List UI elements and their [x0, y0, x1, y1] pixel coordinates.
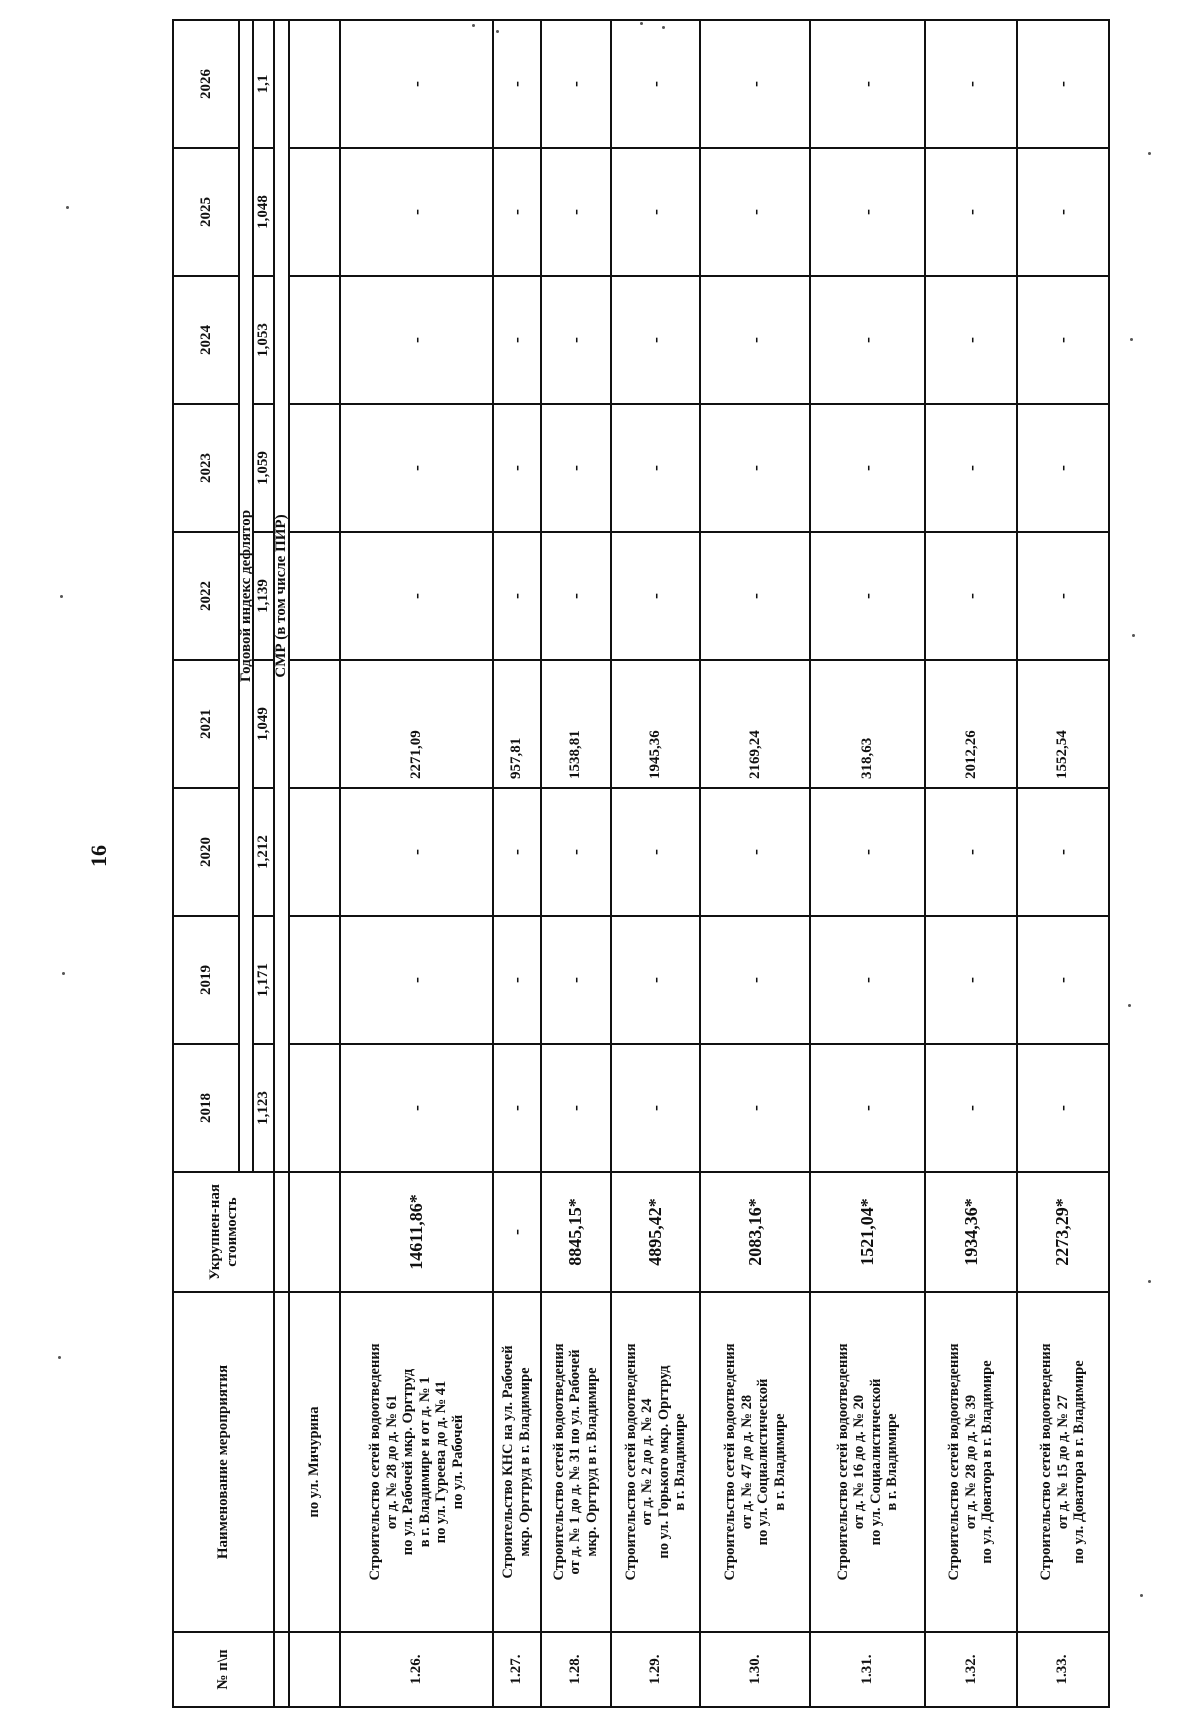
- row-year-value: -: [925, 916, 1017, 1044]
- row-year-value: 1552,54: [1017, 660, 1109, 788]
- row-year-value: -: [611, 20, 700, 148]
- header-year: 2026: [173, 20, 239, 148]
- row-year-value: -: [340, 1044, 493, 1172]
- row-year-value: -: [700, 148, 810, 276]
- continuation-row: [289, 20, 340, 1707]
- scan-speck: [62, 972, 65, 975]
- row-num: 1.31.: [810, 1632, 925, 1707]
- scan-speck: [58, 1356, 61, 1359]
- row-year-value: -: [810, 276, 925, 404]
- row-num: 1.26.: [340, 1632, 493, 1707]
- page-number: 16: [86, 845, 111, 867]
- row-year-value: -: [493, 148, 540, 276]
- blank-cell: [274, 1632, 289, 1707]
- scan-speck: [1130, 338, 1133, 341]
- row-year-value: 2012,26: [925, 660, 1017, 788]
- rotated-table-container: [172, 21, 1110, 1708]
- table-row: [541, 20, 611, 1707]
- row-year-value: -: [1017, 788, 1109, 916]
- smr-label: СМР (в том числе ПИР): [274, 20, 289, 1172]
- row-year-value: -: [810, 532, 925, 660]
- row-cost: [289, 1172, 340, 1292]
- row-year-value: -: [541, 532, 611, 660]
- row-year-value: 1538,81: [541, 660, 611, 788]
- row-year-value: -: [340, 404, 493, 532]
- row-name: Строительство сетей водоотведения от д. № 16 до д. № 20 по ул. Социалистической в г. Владимире: [810, 1292, 925, 1632]
- row-name: Строительство сетей водоотведения от д. № 28 до д. № 61 по ул. Рабочей мкр. Оргтруд в г. Владимире и от д. № 1 по ул. Гуреева до д. № 41 по ул. Рабочей: [340, 1292, 493, 1632]
- row-name: Строительство сетей водоотведения от д. № 28 до д. № 39 по ул. Доватора в г. Владимире: [925, 1292, 1017, 1632]
- table-body: [289, 20, 1109, 1707]
- row-year-value: -: [1017, 148, 1109, 276]
- row-year-value: -: [1017, 276, 1109, 404]
- row-year-value: -: [925, 404, 1017, 532]
- row-name: Строительство сетей водоотведения от д. № 47 до д. № 28 по ул. Социалистической в г. Владимире: [700, 1292, 810, 1632]
- table-row: [925, 20, 1017, 1707]
- row-year-value: -: [541, 276, 611, 404]
- row-year-value: -: [1017, 916, 1109, 1044]
- header-year: 2018: [173, 1044, 239, 1172]
- row-cost: -: [493, 1172, 540, 1292]
- table-row: [340, 20, 493, 1707]
- row-year-value: -: [340, 916, 493, 1044]
- row-year-value: -: [493, 788, 540, 916]
- row-year-value: -: [810, 788, 925, 916]
- row-year-value: -: [810, 404, 925, 532]
- row-cost: 4895,42*: [611, 1172, 700, 1292]
- row-year-value: -: [925, 788, 1017, 916]
- row-name: Строительство КНС на ул. Рабочей мкр. Оргтруд в г. Владимире: [493, 1292, 540, 1632]
- row-year-value: -: [810, 1044, 925, 1172]
- deflator-label: Годовой индекс дефлятор: [239, 20, 253, 1172]
- header-name: Наименование мероприятия: [173, 1292, 274, 1632]
- row-cost: 1934,36*: [925, 1172, 1017, 1292]
- row-year-value: -: [493, 20, 540, 148]
- row-year-value: -: [493, 916, 540, 1044]
- table-row: [611, 20, 700, 1707]
- row-year-value: -: [493, 1044, 540, 1172]
- row-year-value: -: [541, 148, 611, 276]
- blank-cell: [274, 1172, 289, 1292]
- row-cost: 1521,04*: [810, 1172, 925, 1292]
- row-year-value: -: [810, 148, 925, 276]
- row-year-value: -: [541, 1044, 611, 1172]
- scan-speck: [472, 24, 475, 27]
- header-num: № п\п: [173, 1632, 274, 1707]
- row-year-value: -: [541, 788, 611, 916]
- row-year-value: -: [925, 276, 1017, 404]
- row-year-value: 2271,09: [340, 660, 493, 788]
- row-year-value: -: [493, 532, 540, 660]
- scan-speck: [1148, 152, 1151, 155]
- row-year-value: -: [611, 148, 700, 276]
- deflator-value: 1,171: [253, 916, 274, 1044]
- row-year-value: -: [611, 1044, 700, 1172]
- row-year-value: -: [541, 916, 611, 1044]
- table-row: [810, 20, 925, 1707]
- row-num: 1.33.: [1017, 1632, 1109, 1707]
- row-year-value: -: [340, 532, 493, 660]
- row-name: по ул. Мичурина: [289, 1292, 340, 1632]
- row-year-value: -: [611, 532, 700, 660]
- row-cost: 14611,86*: [340, 1172, 493, 1292]
- row-num: 1.32.: [925, 1632, 1017, 1707]
- header-year: 2020: [173, 788, 239, 916]
- scan-speck: [66, 206, 69, 209]
- row-year-value: -: [340, 788, 493, 916]
- table-row: [493, 20, 540, 1707]
- row-cost: 2083,16*: [700, 1172, 810, 1292]
- row-name: Строительство сетей водоотведения от д. № 15 до д. № 27 по ул. Доватора в г. Владимире: [1017, 1292, 1109, 1632]
- row-year-value: -: [700, 788, 810, 916]
- deflator-value: 1,059: [253, 404, 274, 532]
- deflator-value: 1,053: [253, 276, 274, 404]
- header-year: 2021: [173, 660, 239, 788]
- row-num: 1.27.: [493, 1632, 540, 1707]
- row-num: [289, 1632, 340, 1707]
- row-year-value: -: [700, 20, 810, 148]
- row-year-value: -: [700, 276, 810, 404]
- row-year-value: -: [700, 404, 810, 532]
- row-year-value: -: [700, 1044, 810, 1172]
- row-year-value: -: [810, 20, 925, 148]
- scan-speck: [1140, 1594, 1143, 1597]
- deflator-value: 1,212: [253, 788, 274, 916]
- row-year-value: 1945,36: [611, 660, 700, 788]
- row-year-value: -: [493, 276, 540, 404]
- row-year-value: -: [700, 532, 810, 660]
- row-year-value: -: [611, 916, 700, 1044]
- scan-speck: [1148, 1280, 1151, 1283]
- header-cost: Укрупнен-ная стоимость: [173, 1172, 274, 1292]
- row-year-value: -: [925, 148, 1017, 276]
- investment-table: [172, 19, 1110, 1708]
- scan-speck: [662, 26, 665, 29]
- row-year-value: -: [1017, 20, 1109, 148]
- blank-cell: [274, 1292, 289, 1632]
- table-row: [1017, 20, 1109, 1707]
- row-year-value: -: [925, 20, 1017, 148]
- row-year-value: -: [340, 276, 493, 404]
- row-year-value: -: [541, 20, 611, 148]
- header-year: 2022: [173, 532, 239, 660]
- row-name: Строительство сетей водоотведения от д. № 2 до д. № 24 по ул. Горького мкр. Оргтруд в г. Владимире: [611, 1292, 700, 1632]
- row-cost: 8845,15*: [541, 1172, 611, 1292]
- row-year-value: 957,81: [493, 660, 540, 788]
- row-year-value: 318,63: [810, 660, 925, 788]
- header-year: 2025: [173, 148, 239, 276]
- row-year-value: -: [541, 404, 611, 532]
- deflator-value: 1,1: [253, 20, 274, 148]
- deflator-value: 1,139: [253, 532, 274, 660]
- scan-speck: [60, 595, 63, 598]
- row-year-value: -: [340, 148, 493, 276]
- scan-speck: [640, 22, 643, 25]
- deflator-value: 1,123: [253, 1044, 274, 1172]
- row-year-value: -: [1017, 404, 1109, 532]
- row-year-value: -: [1017, 532, 1109, 660]
- deflator-value: 1,049: [253, 660, 274, 788]
- table-row: [700, 20, 810, 1707]
- row-year-value: -: [611, 276, 700, 404]
- row-num: 1.28.: [541, 1632, 611, 1707]
- header-year: 2024: [173, 276, 239, 404]
- row-year-value: -: [1017, 1044, 1109, 1172]
- row-name: Строительство сетей водоотведения от д. № 1 до д. № 31 по ул. Рабочей мкр. Оргтруд в г. Владимире: [541, 1292, 611, 1632]
- row-year-value: -: [925, 532, 1017, 660]
- row-year-value: -: [925, 1044, 1017, 1172]
- scan-speck: [496, 30, 499, 33]
- row-cost: 2273,29*: [1017, 1172, 1109, 1292]
- table-region: [172, 21, 1110, 1708]
- scan-speck: [1128, 1004, 1131, 1007]
- row-num: 1.29.: [611, 1632, 700, 1707]
- row-year-value: -: [611, 404, 700, 532]
- row-num: 1.30.: [700, 1632, 810, 1707]
- scan-speck: [1132, 634, 1135, 637]
- row-year-value: 2169,24: [700, 660, 810, 788]
- row-year-value: -: [340, 20, 493, 148]
- header-year: 2019: [173, 916, 239, 1044]
- row-year-value: -: [810, 916, 925, 1044]
- header-year: 2023: [173, 404, 239, 532]
- row-year-value: -: [493, 404, 540, 532]
- row-year-value: -: [611, 788, 700, 916]
- deflator-value: 1,048: [253, 148, 274, 276]
- row-year-value: -: [700, 916, 810, 1044]
